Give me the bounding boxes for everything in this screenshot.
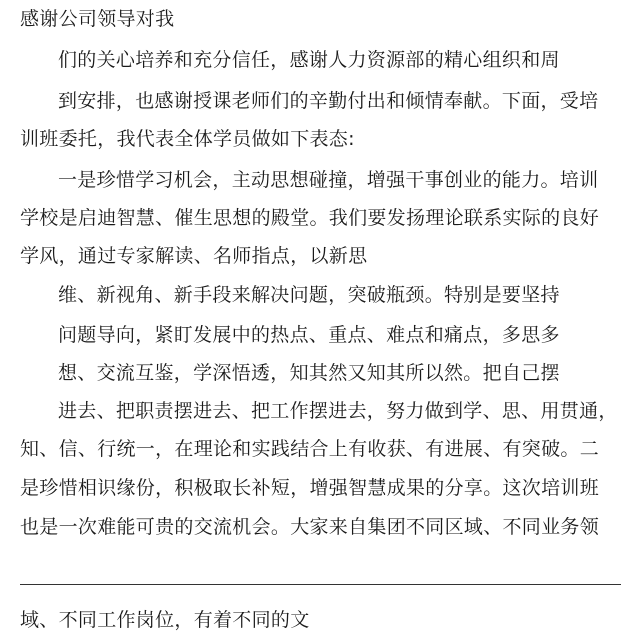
text-line-13: 是珍惜相识缘份，积极取长补短，增强智慧成果的分享。这次培训班 — [20, 477, 600, 499]
text-line-6: 学校是启迪智慧、催生思想的殿堂。我们要发扬理论联系实际的良好 — [20, 207, 600, 229]
text-line-8: 维、新视角、新手段来解决问题，突破瓶颈。特别是要坚持 — [58, 284, 560, 306]
text-line-10: 想、交流互鉴，学深悟透，知其然又知其所以然。把自己摆 — [58, 362, 560, 384]
text-line-3: 到安排，也感谢授课老师们的辛勤付出和倾情奉献。下面，受培 — [58, 90, 599, 112]
page-divider — [20, 584, 621, 585]
text-line-12: 知、信、行统一，在理论和实践结合上有收获、有进展、有突破。二 — [20, 438, 600, 460]
text-line-1: 感谢公司领导对我 — [20, 8, 175, 30]
text-line-4: 训班委托，我代表全体学员做如下表态: — [20, 128, 355, 150]
text-line-14: 也是一次难能可贵的交流机会。大家来自集团不同区域、不同业务领 — [20, 516, 600, 538]
text-line-2: 们的关心培养和充分信任，感谢人力资源部的精心组织和周 — [58, 49, 560, 71]
text-line-after-divider: 域、不同工作岗位，有着不同的文 — [20, 609, 310, 631]
text-line-11: 进去、把职责摆进去、把工作摆进去，努力做到学、思、用贯通， — [58, 400, 618, 422]
text-line-9: 问题导向，紧盯发展中的热点、重点、难点和痛点，多思多 — [58, 324, 560, 346]
text-line-5: 一是珍惜学习机会，主动思想碰撞，增强干事创业的能力。培训 — [58, 169, 599, 191]
text-line-7: 学风，通过专家解读、名师指点，以新思 — [20, 245, 368, 267]
